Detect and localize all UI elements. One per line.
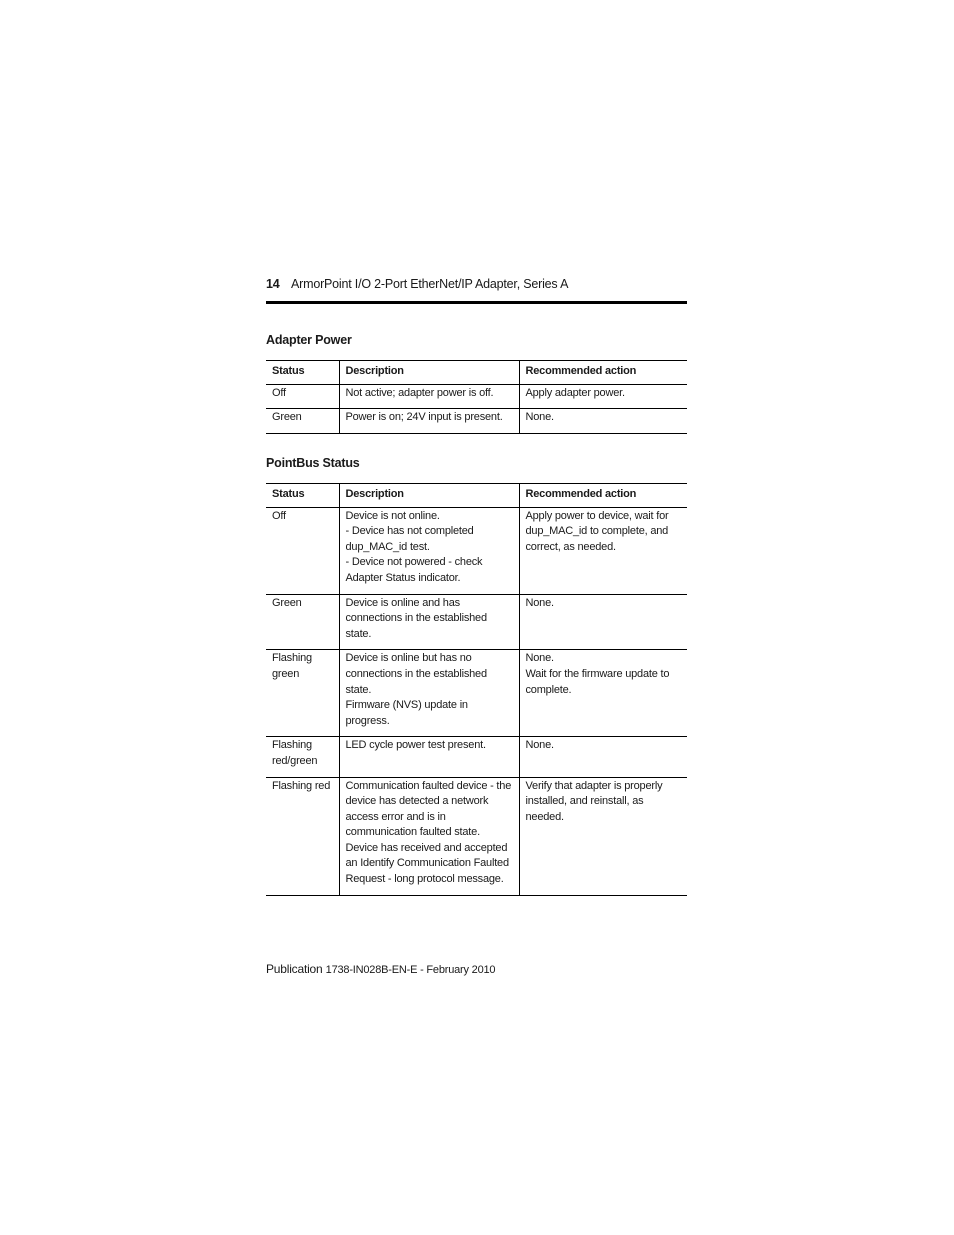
status-cell: Off: [266, 507, 339, 594]
description-cell: Device is online but has no connections in the established state. Firmware (NVS) update in progress.: [339, 650, 519, 737]
column-header-status: Status: [266, 361, 339, 385]
column-header-description: Description: [339, 361, 519, 385]
page-number: 14: [266, 277, 280, 291]
description-cell: LED cycle power test present.: [339, 737, 519, 777]
status-cell: Green: [266, 594, 339, 650]
status-cell: Flashing red: [266, 777, 339, 895]
action-cell: Apply adapter power.: [519, 384, 687, 409]
page-header: [266, 276, 687, 304]
table-row: [266, 777, 687, 895]
column-header-status: Status: [266, 484, 339, 508]
description-cell: Device is online and has connections in the established state.: [339, 594, 519, 650]
action-cell: None.: [519, 409, 687, 434]
description-cell: Communication faulted device - the device has detected a network access error and is in communication faulted state. Device has received and accepted an Identify Communication Faulted Request - long protocol message.: [339, 777, 519, 895]
status-cell: Flashing green: [266, 650, 339, 737]
pointbus-status-title: PointBus Status: [266, 456, 360, 470]
status-cell: Off: [266, 384, 339, 409]
status-cell: Flashing red/green: [266, 737, 339, 777]
action-cell: None.: [519, 594, 687, 650]
publication-id: 1738-IN028B-EN-E - February 2010: [325, 964, 496, 976]
column-header-action: Recommended action: [519, 361, 687, 385]
pointbus-status-table: [266, 483, 687, 896]
table-header-row: [266, 484, 687, 508]
action-cell: None. Wait for the firmware update to complete.: [519, 650, 687, 737]
table-row: [266, 594, 687, 650]
adapter-power-title: Adapter Power: [266, 333, 352, 347]
status-cell: Green: [266, 409, 339, 434]
column-header-action: Recommended action: [519, 484, 687, 508]
publication-footer: [266, 962, 495, 976]
action-cell: Apply power to device, wait for dup_MAC_id to complete, and correct, as needed.: [519, 507, 687, 594]
table-row: [266, 507, 687, 594]
table-header-row: [266, 361, 687, 385]
table-row: [266, 650, 687, 737]
table-row: [266, 384, 687, 409]
description-cell: Device is not online. - Device has not completed dup_MAC_id test. - Device not powered - check Adapter Status indicator.: [339, 507, 519, 594]
document-title: ArmorPoint I/O 2-Port EtherNet/IP Adapter, Series A: [291, 277, 569, 291]
publication-label: Publication: [266, 962, 323, 976]
description-cell: Power is on; 24V input is present.: [339, 409, 519, 434]
table-row: [266, 737, 687, 777]
action-cell: Verify that adapter is properly installed, and reinstall, as needed.: [519, 777, 687, 895]
column-header-description: Description: [339, 484, 519, 508]
action-cell: None.: [519, 737, 687, 777]
table-row: [266, 409, 687, 434]
description-cell: Not active; adapter power is off.: [339, 384, 519, 409]
adapter-power-table: [266, 360, 687, 434]
